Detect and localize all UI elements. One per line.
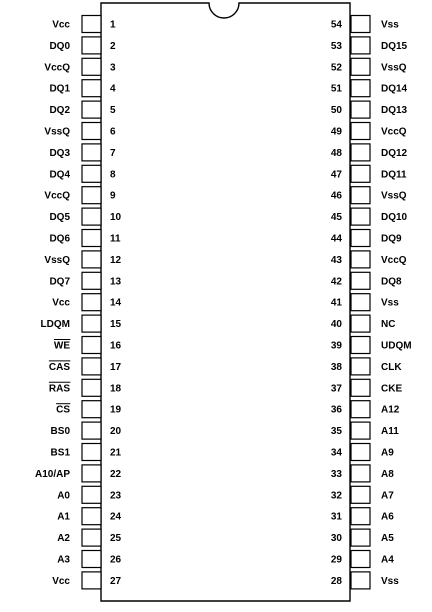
pin-number: 40 (330, 319, 342, 331)
pin-number: 3 (110, 62, 116, 74)
pin-lead (351, 251, 370, 268)
pin-number: 44 (330, 233, 342, 245)
pin-lead (82, 123, 101, 140)
pin-signal-name: Vss (381, 19, 399, 31)
pin-signal-name: DQ9 (381, 233, 402, 245)
pin-number: 10 (110, 212, 122, 224)
pin-signal-name: WE (53, 340, 70, 352)
pin-signal-name: VccQ (44, 62, 70, 74)
pin-lead (82, 230, 101, 247)
pin-lead (351, 144, 370, 161)
pin-number: 15 (110, 319, 122, 331)
pin-signal-name: CAS (48, 361, 70, 373)
pin-signal-name: DQ1 (49, 83, 70, 95)
pin-number: 18 (110, 383, 122, 395)
pin-lead (351, 486, 370, 503)
pin-signal-name: BS1 (50, 447, 70, 459)
pin-lead (82, 37, 101, 54)
pin-lead (351, 123, 370, 140)
pin-signal-name: LDQM (40, 319, 70, 331)
pin-number: 47 (330, 169, 342, 181)
pin-lead (82, 358, 101, 375)
pin-signal-name: DQ11 (381, 169, 407, 181)
pin-signal-name: A4 (381, 554, 394, 566)
pin-signal-name: DQ4 (49, 169, 70, 181)
pin-signal-name: VssQ (44, 254, 70, 266)
pin-signal-name: A1 (57, 511, 70, 523)
pin-number: 30 (330, 533, 342, 545)
pin-lead (82, 315, 101, 332)
pin-number: 39 (330, 340, 342, 352)
pin-number: 5 (110, 105, 116, 117)
pin-number: 54 (330, 19, 342, 31)
pin-number: 32 (330, 490, 342, 502)
pin-lead (82, 486, 101, 503)
pin-signal-name: VssQ (381, 62, 407, 74)
pin-lead (82, 251, 101, 268)
pin-number: 12 (110, 254, 122, 266)
pin-number: 52 (330, 62, 342, 74)
pin-lead (351, 465, 370, 482)
pin-lead (82, 294, 101, 311)
pin-signal-name: DQ8 (381, 276, 402, 288)
pin-signal-name: A12 (381, 404, 400, 416)
pin-number: 11 (110, 233, 121, 245)
pin-signal-name: DQ5 (49, 212, 70, 224)
pin-number: 31 (330, 511, 342, 523)
pin-signal-name: A3 (57, 554, 70, 566)
pin-number: 2 (110, 40, 116, 52)
pin-signal-name: CLK (381, 361, 402, 373)
pin-signal-name: DQ6 (49, 233, 70, 245)
pin-lead (351, 187, 370, 204)
pin-lead (82, 337, 101, 354)
pin-lead (351, 358, 370, 375)
pin-lead (351, 272, 370, 289)
pin-lead (82, 58, 101, 75)
pin-signal-name: Vss (381, 297, 399, 309)
pin-signal-name: CS (56, 404, 70, 416)
pin-lead (82, 508, 101, 525)
pin-signal-name: A0 (57, 490, 70, 502)
pin-signal-name: DQ14 (381, 83, 408, 95)
pin-lead (82, 422, 101, 439)
pin-number: 9 (110, 190, 116, 202)
pin-number: 33 (330, 468, 342, 480)
pin-signal-name: A11 (381, 426, 399, 438)
pin-lead (82, 551, 101, 568)
pin-number: 14 (110, 297, 122, 309)
pin-signal-name: A7 (381, 490, 394, 502)
pin-lead (82, 208, 101, 225)
pin-signal-name: A2 (57, 533, 70, 545)
pin-number: 37 (330, 383, 342, 395)
pin-number: 20 (110, 426, 122, 438)
pin-number: 51 (330, 83, 342, 95)
pin-number: 6 (110, 126, 116, 138)
pin-lead (351, 101, 370, 118)
pin-lead (351, 551, 370, 568)
pin-signal-name: DQ0 (49, 40, 70, 52)
chip-body-outline (101, 3, 350, 601)
pin-number: 29 (330, 554, 342, 566)
pin-number: 24 (110, 511, 122, 523)
pin-number: 35 (330, 426, 342, 438)
pin-signal-name: A8 (381, 468, 394, 480)
pin-lead (351, 529, 370, 546)
pin-signal-name: CKE (381, 383, 403, 395)
pin-signal-name: DQ15 (381, 40, 408, 52)
pin-number: 49 (330, 126, 342, 138)
pin-lead (351, 16, 370, 33)
pin-number: 22 (110, 468, 122, 480)
pin-signal-name: VssQ (44, 126, 70, 138)
pin-number: 43 (330, 254, 342, 266)
pin-number: 16 (110, 340, 122, 352)
pin-lead (351, 37, 370, 54)
pin-number: 28 (330, 575, 342, 587)
pin-signal-name: Vss (381, 575, 399, 587)
pin-signal-name: DQ10 (381, 212, 408, 224)
pin-lead (351, 444, 370, 461)
pin-number: 53 (330, 40, 342, 52)
pin-lead (351, 208, 370, 225)
pin-signal-name: RAS (48, 383, 70, 395)
pin-lead (82, 572, 101, 589)
pin-signal-name: A5 (381, 533, 394, 545)
pin-signal-name: DQ2 (49, 105, 70, 117)
pin-lead (351, 508, 370, 525)
pin-signal-name: NC (381, 319, 396, 331)
pin-lead (351, 422, 370, 439)
pin-number: 13 (110, 276, 122, 288)
pin-lead (351, 230, 370, 247)
pin-lead (351, 337, 370, 354)
pin-number: 34 (330, 447, 342, 459)
pin-number: 23 (110, 490, 122, 502)
pin-number: 38 (330, 361, 342, 373)
pin-signal-name: UDQM (381, 340, 412, 352)
pin-number: 7 (110, 147, 116, 159)
pin-signal-name: A9 (381, 447, 394, 459)
pin-signal-name: A10/AP (34, 468, 70, 480)
pin-signal-name: A6 (381, 511, 394, 523)
pin-number: 25 (110, 533, 122, 545)
pin-lead (351, 401, 370, 418)
pin-signal-name: DQ3 (49, 147, 70, 159)
pin-number: 17 (110, 361, 122, 373)
pin-signal-name: DQ13 (381, 105, 408, 117)
pin-lead (82, 144, 101, 161)
pin-lead (82, 444, 101, 461)
pin-lead (351, 80, 370, 97)
pin-signal-name: Vcc (52, 297, 70, 309)
pin-lead (82, 401, 101, 418)
pin-lead (82, 16, 101, 33)
pin-number: 19 (110, 404, 122, 416)
pin-number: 4 (110, 83, 116, 95)
pin-lead (351, 379, 370, 396)
pin-signal-name: Vcc (52, 19, 70, 31)
pin-number: 1 (110, 19, 116, 31)
pin-number: 45 (330, 212, 342, 224)
pin-signal-name: VccQ (381, 254, 407, 266)
pin-number: 36 (330, 404, 342, 416)
pin-number: 42 (330, 276, 342, 288)
pin-signal-name: VccQ (44, 190, 70, 202)
pin-lead (351, 58, 370, 75)
pin-lead (82, 165, 101, 182)
pin-lead (351, 572, 370, 589)
pin-number: 50 (330, 105, 342, 117)
pin-number: 8 (110, 169, 116, 181)
pin-lead (82, 529, 101, 546)
pin-lead (82, 465, 101, 482)
pin-lead (82, 101, 101, 118)
pin-lead (351, 294, 370, 311)
pin-lead (351, 315, 370, 332)
pin-number: 21 (110, 447, 122, 459)
pin-number: 41 (330, 297, 342, 309)
pin-number: 46 (330, 190, 342, 202)
pin-number: 48 (330, 147, 342, 159)
pin-lead (82, 80, 101, 97)
pin-lead (82, 379, 101, 396)
pin-number: 27 (110, 575, 122, 587)
pin-lead (82, 187, 101, 204)
pin-lead (82, 272, 101, 289)
pin-signal-name: Vcc (52, 575, 70, 587)
pin-signal-name: VssQ (381, 190, 407, 202)
pin-number: 26 (110, 554, 122, 566)
pin-lead (351, 165, 370, 182)
pin-signal-name: BS0 (50, 426, 70, 438)
pin-signal-name: DQ7 (49, 276, 70, 288)
pin-signal-name: VccQ (381, 126, 407, 138)
pin-signal-name: DQ12 (381, 147, 408, 159)
